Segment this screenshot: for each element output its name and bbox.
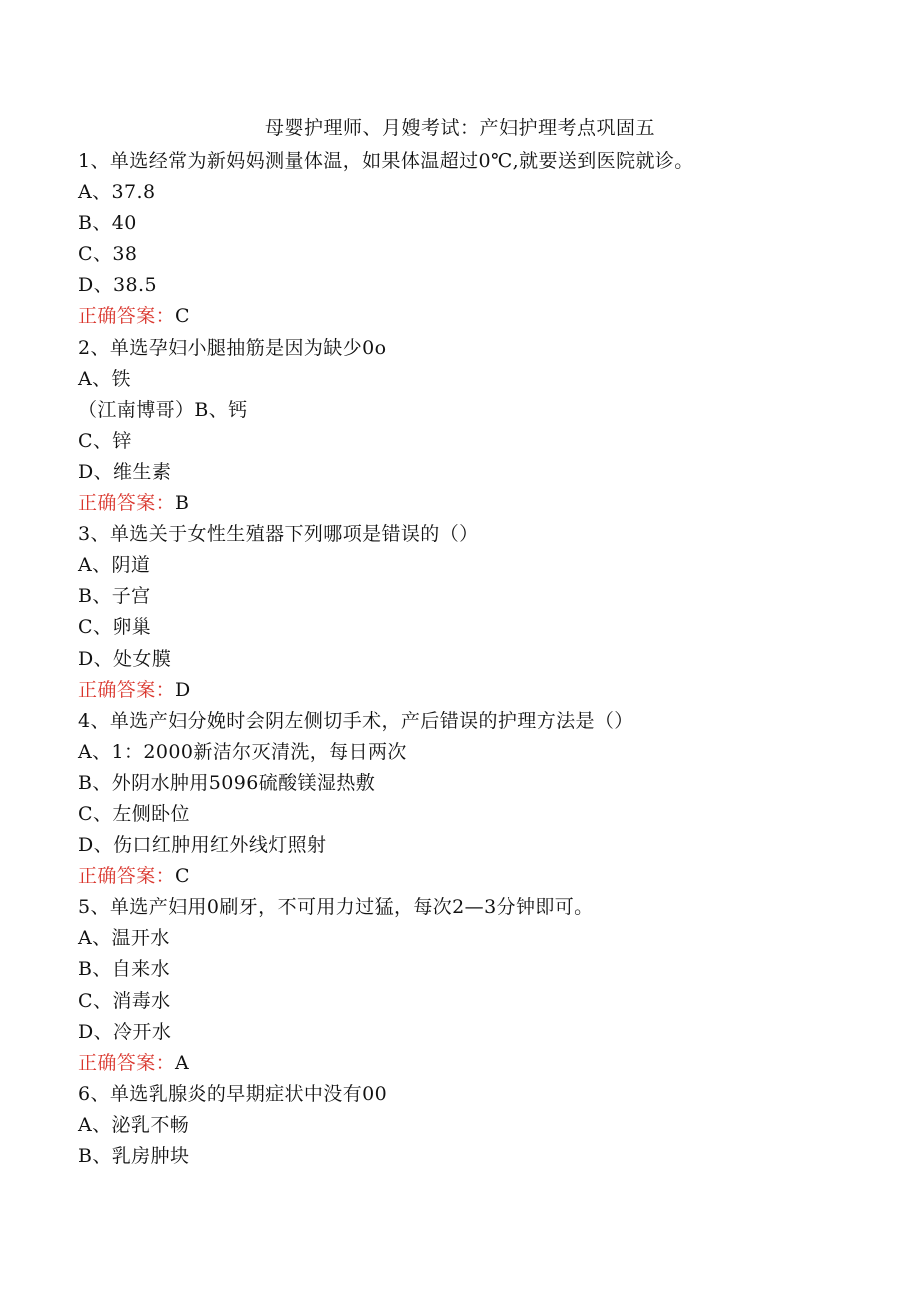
option-b: B、40 — [78, 212, 137, 235]
option-c: C、消毒水 — [78, 989, 171, 1012]
answer-label: 正确答案： — [78, 492, 176, 515]
question-stem: 4、单选产妇分娩时会阴左侧切手术，产后错误的护理方法是（） — [78, 709, 634, 732]
option-a: A、温开水 — [78, 927, 170, 950]
option-a: A、1：2000新洁尔灭清洗，每日两次 — [78, 740, 407, 763]
option-b: （江南博哥）B、钙 — [78, 398, 248, 421]
option-b: B、外阴水肿用5096硫酸镁湿热敷 — [78, 771, 376, 794]
option-a: A、37.8 — [78, 181, 156, 204]
answer-value: C — [175, 305, 190, 328]
question-stem: 5、单选产妇用0刷牙，不可用力过猛，每次2—3分钟即可。 — [78, 896, 594, 919]
correct-answer — [78, 301, 878, 332]
question-stem: 3、单选关于女性生殖器下列哪项是错误的（） — [78, 523, 479, 546]
option-c: C、卵巢 — [78, 616, 152, 639]
option-d: D、38.5 — [78, 274, 157, 297]
option-d: D、伤口红肿用红外线灯照射 — [78, 834, 327, 857]
option-a: A、阴道 — [78, 554, 151, 577]
answer-label: 正确答案： — [78, 865, 176, 888]
correct-answer — [78, 1048, 878, 1079]
answer-label: 正确答案： — [78, 305, 176, 328]
answer-label: 正确答案： — [78, 678, 176, 701]
option-c: C、左侧卧位 — [78, 802, 190, 825]
answer-value: B — [175, 492, 190, 515]
question-stem: 6、单选乳腺炎的早期症状中没有00 — [78, 1082, 388, 1105]
option-b: B、乳房肿块 — [78, 1145, 190, 1167]
option-a: A、铁 — [78, 367, 131, 390]
option-b: B、自来水 — [78, 958, 170, 981]
correct-answer — [78, 675, 878, 706]
option-d: D、维生素 — [78, 460, 172, 483]
correct-answer — [78, 488, 878, 519]
answer-value: C — [175, 865, 190, 888]
option-d: D、处女膜 — [78, 647, 172, 670]
option-c: C、38 — [78, 243, 138, 266]
option-b: B、子宫 — [78, 585, 151, 608]
document-title: 母婴护理师、月嫂考试：产妇护理考点巩固五 — [264, 117, 655, 139]
correct-answer — [78, 861, 878, 892]
option-d: D、冷开水 — [78, 1020, 172, 1043]
question-stem: 2、单选孕妇小腿抽筋是因为缺少0o — [78, 336, 387, 359]
answer-value: A — [175, 1051, 190, 1074]
answer-value: D — [175, 678, 191, 701]
question-stem: 1、单选经常为新妈妈测量体温，如果体温超过0℃,就要送到医院就诊。 — [78, 150, 694, 172]
question-list — [78, 146, 878, 1172]
option-c: C、锌 — [78, 429, 132, 452]
option-a: A、泌乳不畅 — [78, 1113, 190, 1136]
answer-label: 正确答案： — [78, 1051, 176, 1074]
